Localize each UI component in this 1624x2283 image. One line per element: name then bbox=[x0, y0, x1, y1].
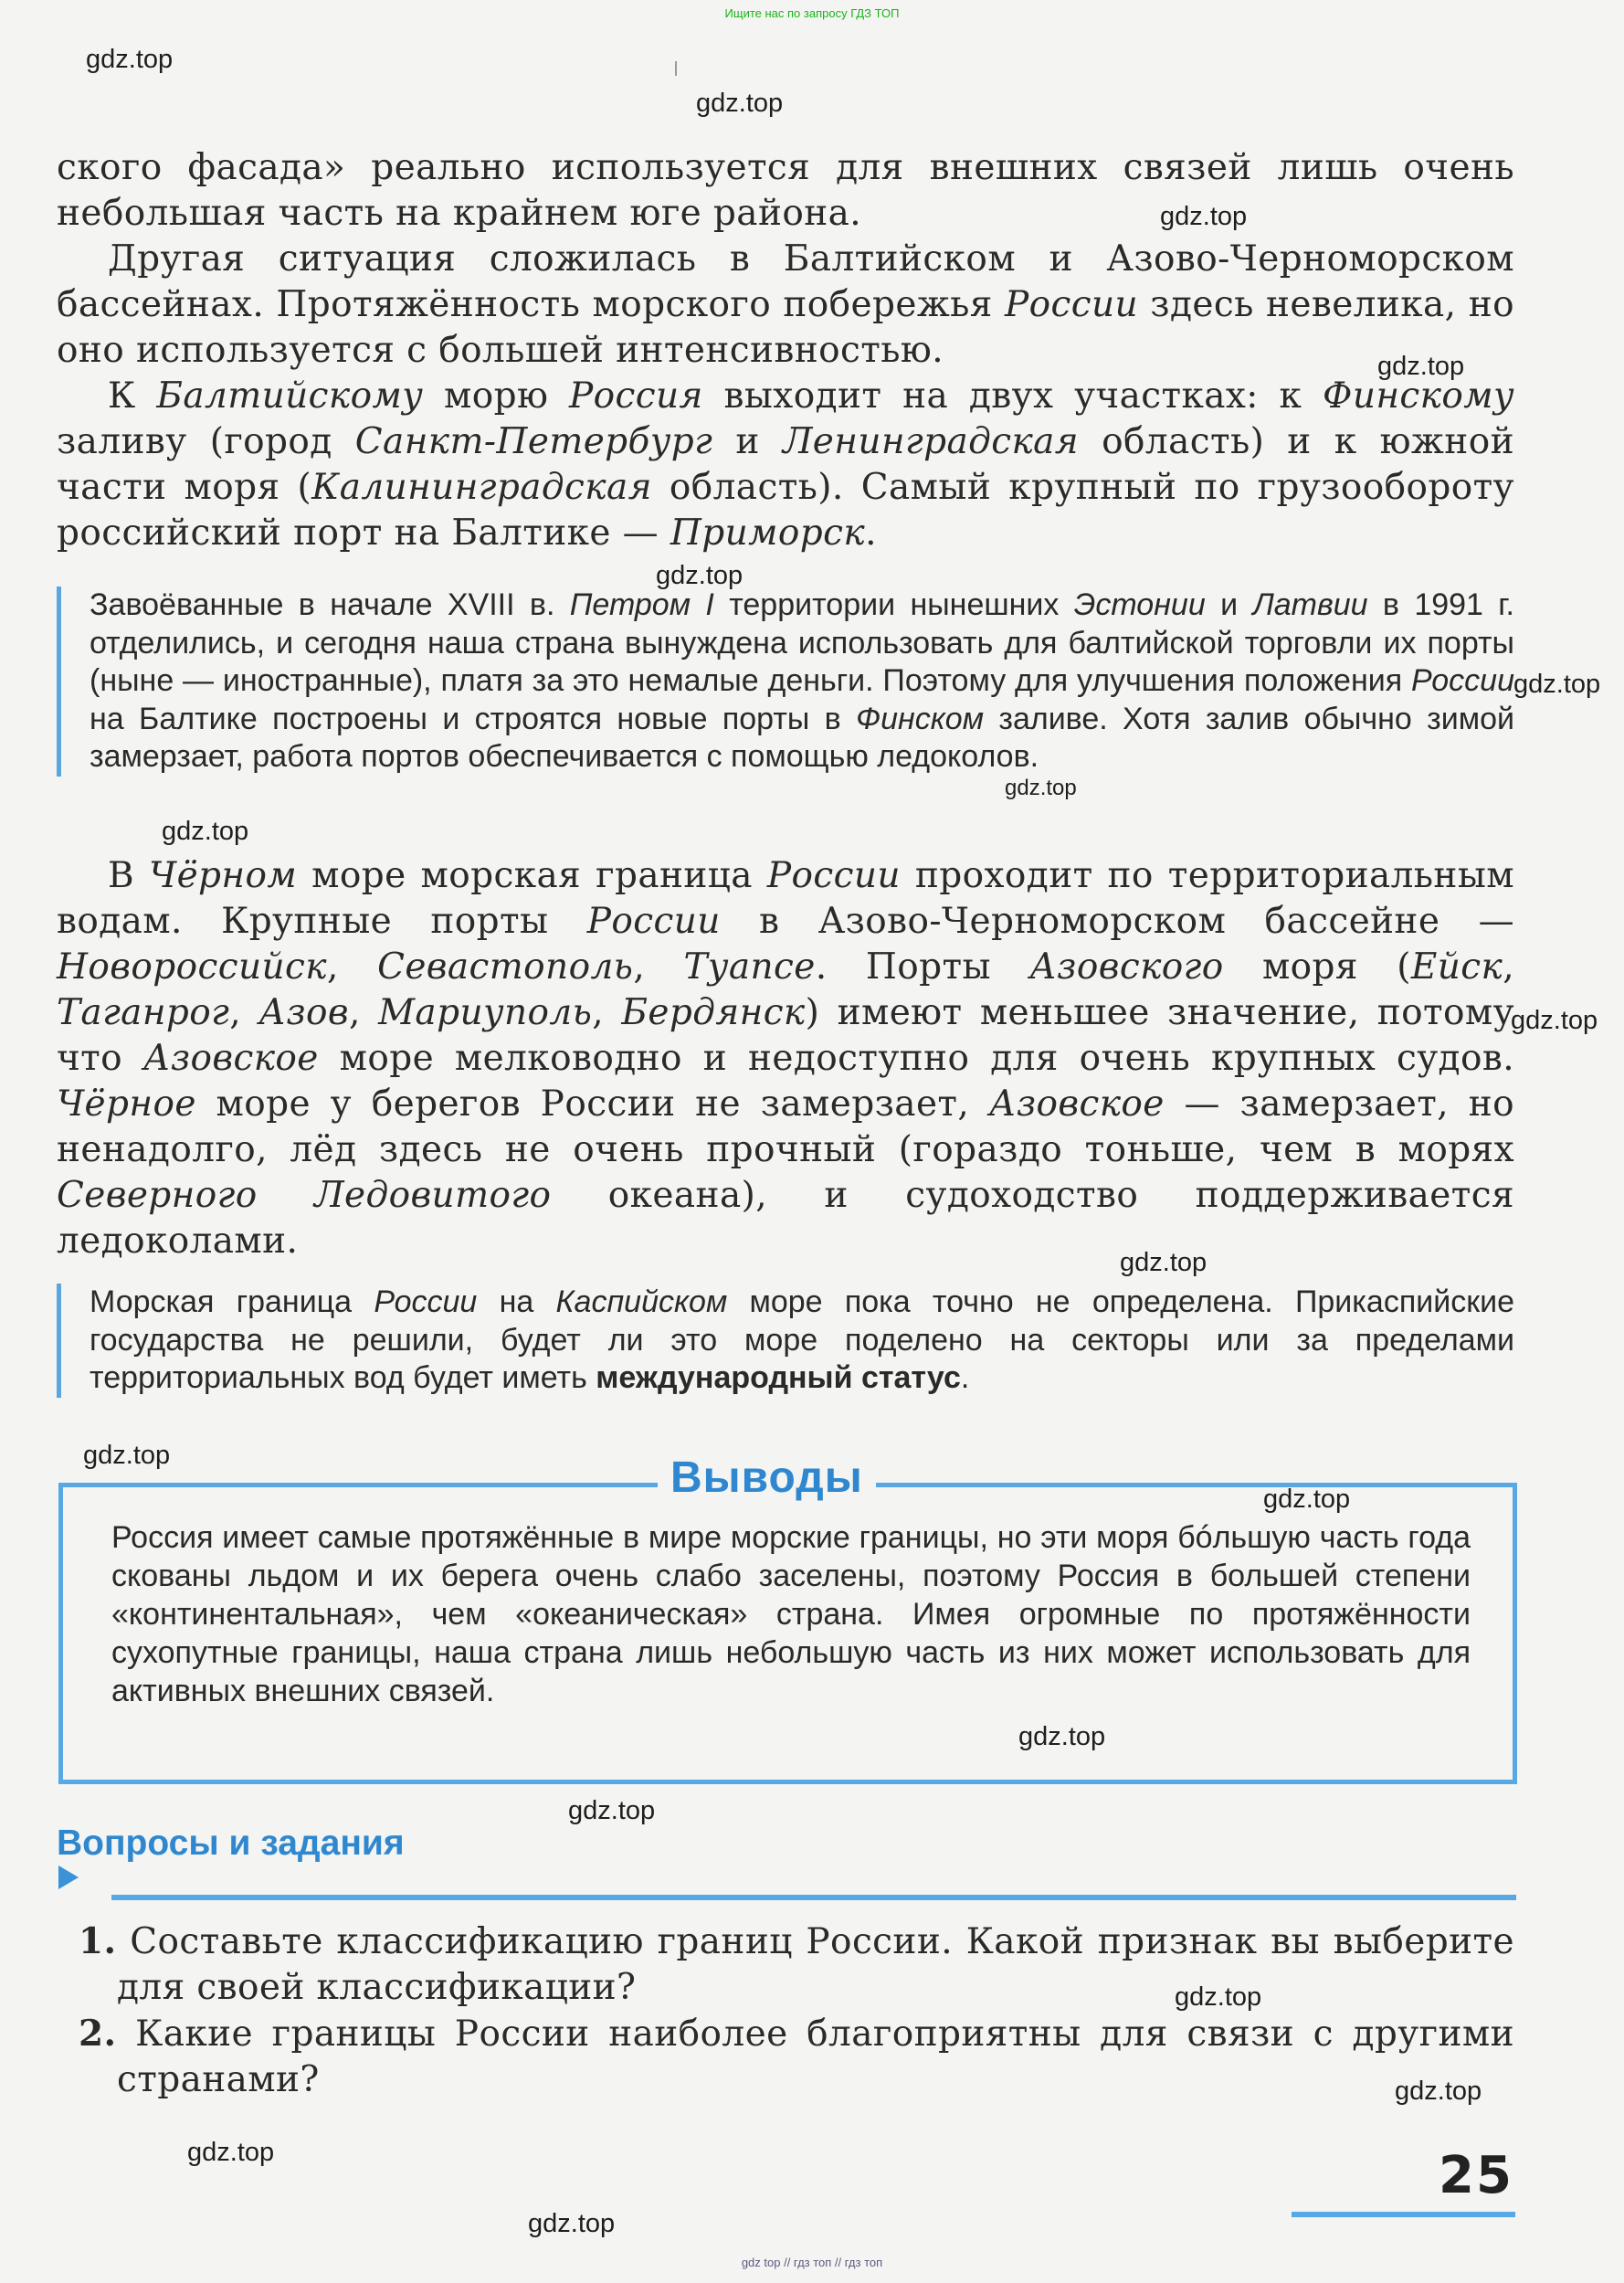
page-number: 25 bbox=[1439, 2146, 1513, 2205]
watermark: gdz.top bbox=[1511, 1006, 1598, 1035]
questions-divider bbox=[111, 1895, 1516, 1900]
watermark: gdz.top bbox=[162, 817, 249, 846]
conclusions-text: Россия имеет самые протяжённые в мире морские границы, но эти моря бóльшую часть года скованы льдом и их берега очень слабо заселены, поэтому Россия в большей степени «континентальная», чем «океаническая» страна. Имея огромные по протяжённости сухопутные границы, наша страна лишь небольшую часть из них может использовать для активных внешних связей. bbox=[111, 1520, 1471, 1708]
watermark: gdz.top bbox=[1175, 1982, 1262, 2012]
paragraph-2: Другая ситуация сложилась в Балтийском и Азово-Черноморском бассейнах. Протяжённость морского побережья России здесь невелика, но оно используется с большей интенсивностью. bbox=[57, 238, 1514, 371]
watermark: gdz.top bbox=[568, 1796, 656, 1825]
body-text-black-sea bbox=[57, 853, 1514, 1264]
note-baltic: Завоёванные в начале XVIII в. Петром I территории нынешних Эстонии и Латвии в 1991 г. отделились, и сегодня наша страна вынуждена использовать для балтийской торговли их порты (ныне — иностранные), платя за это немалые деньги. Поэтому для улучшения положения России на Балтике построены и строятся новые порты в Финском заливе. Хотя залив обычно зимой замерзает, работа портов обеспечивается с помощью ледоколов. bbox=[57, 587, 1514, 777]
paragraph-3: К Балтийскому морю Россия выходит на двух участках: к Финскому заливу (город Санкт-Петербург и Ленинградская область) и к южной части моря (Калининградская область). Самый крупный по грузообороту российский порт на Балтике — Приморск. bbox=[57, 375, 1514, 554]
bottom-banner: gdz top // гдз топ // гдз топ bbox=[741, 2256, 883, 2269]
watermark: gdz.top bbox=[1018, 1722, 1106, 1751]
watermark: gdz.top bbox=[1263, 1485, 1351, 1514]
watermark: gdz.top bbox=[187, 2138, 275, 2167]
conclusions-title: Выводы bbox=[658, 1453, 876, 1503]
watermark: gdz.top bbox=[1395, 2077, 1482, 2106]
watermark: gdz.top bbox=[1005, 776, 1077, 800]
watermark: gdz.top bbox=[696, 89, 784, 118]
body-text-top bbox=[57, 145, 1514, 556]
watermark: gdz.top bbox=[528, 2209, 616, 2238]
questions-list bbox=[57, 1918, 1514, 2103]
watermark: gdz.top bbox=[86, 45, 174, 74]
question-item: 1. Составьте классификацию границ России. Какой признак вы выберите для своей классификации? bbox=[79, 1920, 1514, 2008]
watermark: gdz.top bbox=[1513, 670, 1601, 699]
watermark: gdz.top bbox=[1160, 202, 1248, 231]
watermark: gdz.top bbox=[1120, 1248, 1207, 1277]
scan-mark bbox=[675, 61, 677, 76]
watermark: gdz.top bbox=[656, 561, 743, 590]
watermark: gdz.top bbox=[83, 1441, 171, 1470]
watermark: gdz.top bbox=[1377, 352, 1465, 381]
note-caspian: Морская граница России на Каспийском море пока точно не определена. Прикаспийские государства не решили, будет ли это море поделено на секторы или за пределами территориальных вод будет иметь международный статус. bbox=[57, 1284, 1514, 1398]
page-number-underline bbox=[1292, 2212, 1515, 2217]
top-banner: Ищите нас по запросу ГДЗ ТОП bbox=[724, 6, 900, 20]
play-arrow-icon bbox=[58, 1866, 79, 1889]
paragraph-1: ского фасада» реально используется для внешних связей лишь очень небольшая часть на крайнем юге района. bbox=[57, 147, 1514, 234]
paragraph-4: В Чёрном море морская граница России проходит по территориальным водам. Крупные порты России в Азово-Черноморском бассейне — Новороссийск, Севастополь, Туапсе. Порты Азовского моря (Ейск, Таганрог, Азов, Мариуполь, Бердянск) имеют меньшее значение, потому что Азовское море мелководно и недоступно для очень крупных судов. Чёрное море у берегов России не замерзает, Азовское — замерзает, но ненадолго, лёд здесь не очень прочный (гораздо тоньше, чем в морях Северного Ледовитого океана), и судоходство поддерживается ледоколами. bbox=[57, 855, 1515, 1262]
question-item: 2. Какие границы России наиболее благоприятны для связи с другими странами? bbox=[79, 2013, 1514, 2100]
questions-title: Вопросы и задания bbox=[57, 1823, 405, 1863]
